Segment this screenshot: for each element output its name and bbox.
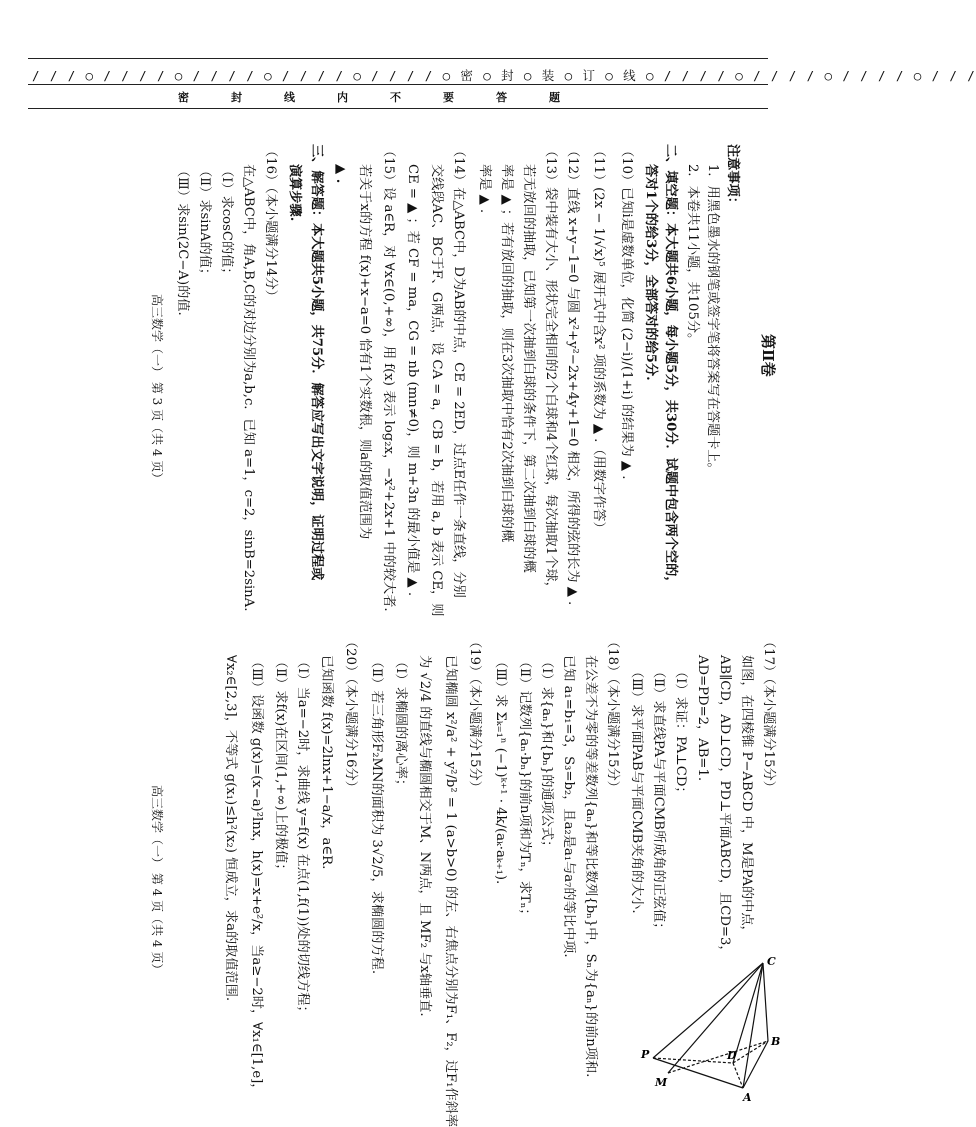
edge-cp bbox=[653, 963, 763, 1058]
left-column-line: 1．用黑色墨水的钢笔或签字笔将答案写在答题卡上。 bbox=[705, 164, 720, 476]
edge-cd bbox=[733, 963, 763, 1063]
left-column-line: （16）（本小题满分14分） bbox=[263, 144, 278, 303]
left-column-line: CE = ▲ ；若 CF = ma，CG = nb (mn≠0)，则 m+3n 的最小值是 ▲ . bbox=[405, 164, 420, 597]
left-column-line: ▲ . bbox=[333, 164, 348, 184]
left-column-line: （11）(2x − 1/√x)⁵ 展开式中含x² 项的系数为 ▲ .（用数字作答） bbox=[591, 144, 606, 535]
label-d: D bbox=[727, 1049, 737, 1062]
exam-sheet bbox=[30, 130, 781, 1127]
left-column-line: 2．本卷共11小题，共105分。 bbox=[685, 164, 700, 347]
left-column-line: 率是 ▲ ；若有放回的抽取，则在3次抽取中恰有2次抽到白球的概 bbox=[499, 164, 514, 543]
left-column-line: （14）在△ABC中，D为AB的中点，CE = 2ED，过点E任作一条直线，分别 bbox=[451, 144, 466, 598]
left-column-line: 在△ABC中，角A,B,C的对边分别为a,b,c．已知 a=1，c=2，sinB=2sinA. bbox=[241, 164, 256, 612]
left-column-line: （15）设 a∈R，对 ∀x∈(0,+∞)，用 f(x) 表示 log₂x，−x²+2x+1 中的较大者. bbox=[381, 144, 396, 612]
left-column-line: 三、解答题：本大题共5小题，共75分．解答应写出文字说明，证明过程或 bbox=[309, 144, 324, 581]
right-column-line: 如图，在四棱锥 P−ABCD 中，M是PA的中点， bbox=[739, 655, 754, 939]
right-column-line: 已知 a₁=b₁=3，S₃=b₂，且a₂是a₁与a₇的等比中项. bbox=[561, 655, 576, 958]
right-column-line: （Ⅲ）求平面PAB与平面CMB夹角的大小. bbox=[629, 665, 644, 914]
edge-da bbox=[733, 1063, 743, 1088]
right-column-line: （Ⅲ）求 Σₖ₌₁ⁿ (−1)ᵏ⁺¹ · 4k/(aₖ·aₖ₊₁). bbox=[493, 655, 508, 885]
right-column-line: （Ⅲ）设函数 g(x)=(x−a)²lnx，h(x)=x+e²/x，当a≥−2时，∀x₁∈[1,e]， bbox=[249, 655, 264, 1097]
right-column-line: （Ⅱ）求f(x)在区间(1,+∞)上的极值； bbox=[273, 655, 288, 877]
seal-line-text: / / / ○ / / / / ○ / / / / ○ / / / / ○ / / / / ○ 密 ○ 封 ○ 装 ○ 订 ○ 线 ○ / / / / ○ / / / / ○ / / / / ○ / / / bbox=[32, 68, 976, 83]
right-column-line: 高三数学（一） 第 4 页（共 4 页） bbox=[150, 785, 164, 976]
left-column-line: （Ⅲ）求sin(2C−A)的值. bbox=[175, 164, 190, 316]
right-column-line: （Ⅰ）当a=−2时，求曲线 y=f(x) 在点(1,f(1))处的切线方程； bbox=[295, 655, 310, 1019]
right-column-line: （18）（本小题满分15分） bbox=[605, 635, 620, 794]
right-column-line: （20）（本小题满分16分） bbox=[343, 635, 358, 794]
seal-header bbox=[28, 58, 976, 118]
left-column-line: 若关于x的方程 f(x)+x−a=0 恰有1个实数根，则a的取值范围为 bbox=[357, 164, 372, 540]
left-column-line: 交线段AC、BC于F、G两点，设 CA = a，CB = b，若用 a, b 表示 CE，则 bbox=[429, 164, 444, 617]
label-p: P bbox=[641, 1048, 650, 1061]
right-column-line: （Ⅰ）求{aₙ}和{bₙ}的通项公式； bbox=[539, 655, 554, 854]
label-c: C bbox=[767, 955, 776, 968]
right-column-line: 已知椭圆 x²/a² + y²/b² = 1 (a>b>0) 的左、右焦点分别为F₁、F₂，过F₁作斜率 bbox=[443, 655, 458, 1127]
left-column-line: 注意事项： bbox=[725, 144, 740, 210]
right-column-line: AB∥CD，AD⊥CD，PD⊥平面ABCD，且CD=3， bbox=[717, 655, 732, 959]
right-column-line: （Ⅰ）求证：PA⊥CD； bbox=[673, 665, 688, 800]
right-column-line: 已知函数 f(x)=2lnx+1−a/x，a∈R. bbox=[319, 655, 334, 870]
left-column-line: 高三数学（一） 第 3 页（共 4 页） bbox=[150, 294, 164, 485]
no-answer-warning: 密封线内不要答题 bbox=[178, 91, 602, 104]
right-column-line: AD=PD=2，AB=1. bbox=[695, 655, 710, 782]
right-column-line: （17）（本小题满分15分） bbox=[761, 635, 776, 794]
left-column-line: 演算步骤. bbox=[287, 164, 302, 222]
label-m: M bbox=[655, 1076, 668, 1089]
pyramid-figure bbox=[633, 953, 783, 1103]
left-column-line: （Ⅰ）求cosC的值； bbox=[219, 164, 234, 281]
left-column-line: 若无放回的抽取，已知第一次抽到白球的条件下，第二次抽到白球的概 bbox=[521, 164, 536, 573]
right-column-line: （19）（本小题满分15分） bbox=[467, 635, 482, 794]
left-column-line: 二、填空题：本大题共6小题，每小题5分，共30分．试题中包含两个空的， bbox=[663, 144, 678, 590]
right-column-line: （Ⅱ）若三角形F₂MN的面积为 3√2/5，求椭圆的方程. bbox=[369, 655, 384, 975]
left-column-line: 答对1个的给3分，全部答对的给5分. bbox=[643, 164, 658, 381]
left-column-line: （Ⅱ）求sinA的值； bbox=[197, 164, 212, 282]
edge-cm bbox=[668, 963, 763, 1073]
left-column-line: （13）袋中装有大小、形状完全相同的2个白球和4个红球，每次抽取1个球， bbox=[543, 144, 558, 595]
right-column-line: （Ⅱ）记数列{aₙ·bₙ}的前n项和为Tₙ，求Tₙ； bbox=[517, 655, 532, 922]
header-top-rule bbox=[28, 58, 768, 59]
label-a: A bbox=[743, 1091, 752, 1104]
right-column-line: ∀x₂∈[2,3]，不等式 g(x₁)≤h²(x₂) 恒成立，求a的取值范围. bbox=[223, 655, 238, 1002]
header-bottom-rule bbox=[28, 108, 768, 109]
left-column-line: 率是 ▲ . bbox=[477, 164, 492, 214]
left-column-line: （10）已知i是虚数单位，化简 (2−i)/(1+i) 的结果为 ▲ . bbox=[619, 144, 634, 480]
edge-cb bbox=[763, 963, 768, 1041]
left-column-line: （12）直线 x+y−1=0 与圆 x²+y²−2x+4y+1=0 相交，所得的弦的长为 ▲ . bbox=[565, 144, 580, 606]
left-column-line: 第Ⅱ卷 bbox=[759, 334, 777, 377]
right-column-line: 在公差不为零的等差数列{aₙ}和等比数列{bₙ}中，Sₙ为{aₙ}的前n项和. bbox=[583, 655, 598, 1078]
right-column-line: （Ⅱ）求直线PA与平面CMB所成角的正弦值； bbox=[651, 665, 666, 936]
right-column-line: （Ⅰ）求椭圆的离心率； bbox=[393, 655, 408, 793]
header-middle-rule bbox=[28, 84, 768, 85]
label-b: B bbox=[771, 1035, 781, 1048]
right-column-line: 为 √2/4 的直线与椭圆相交于M、N两点，且 MF₂ 与x轴垂直. bbox=[417, 655, 432, 1017]
